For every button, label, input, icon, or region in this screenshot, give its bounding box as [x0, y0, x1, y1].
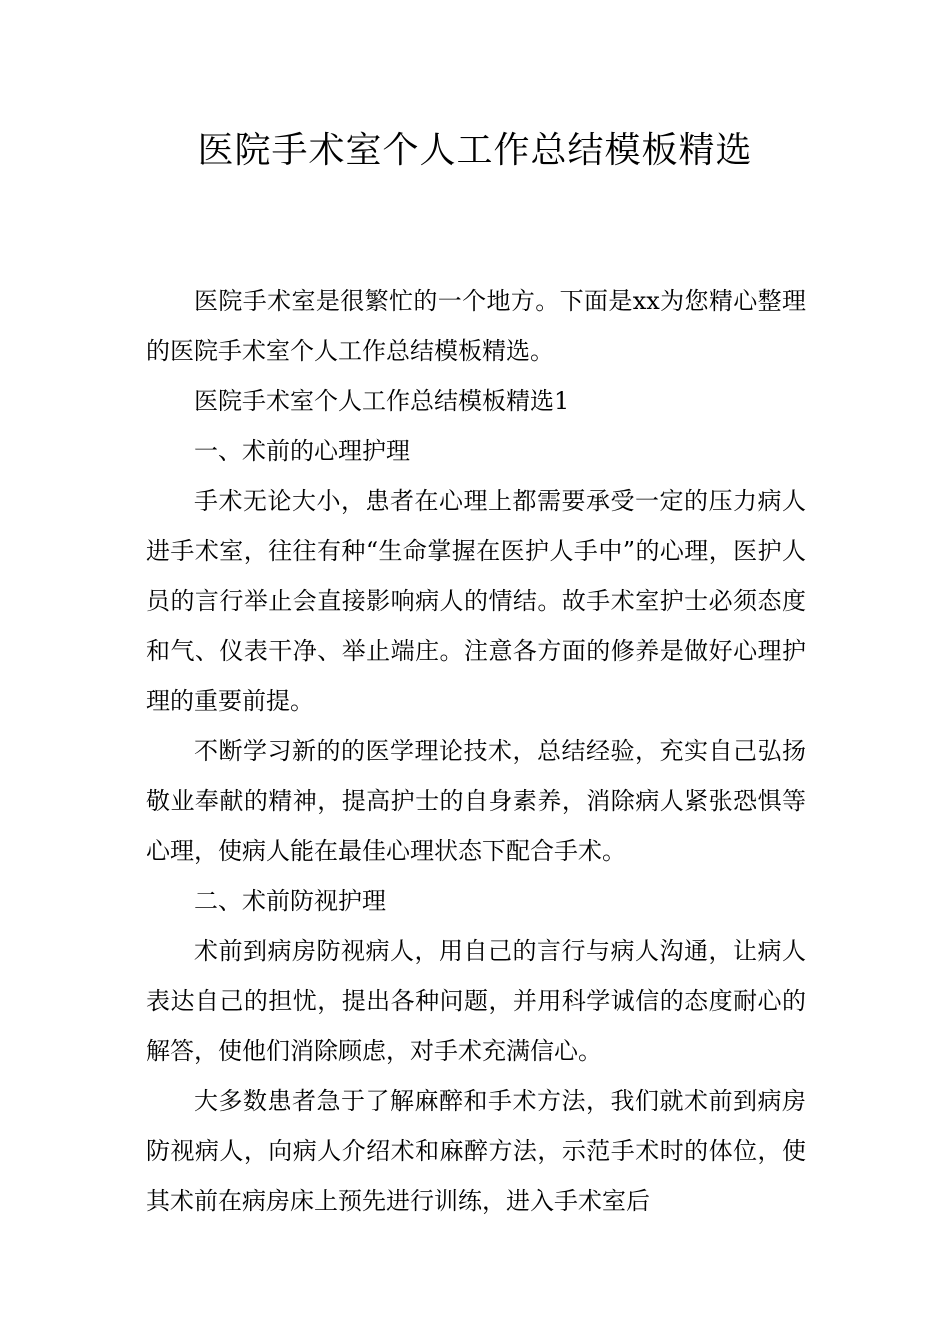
body-paragraph: 大多数患者急于了解麻醉和手术方法，我们就术前到病房防视病人，向病人介绍术和麻醉方法，示范手术时的体位，使其术前在病房床上预先进行训练，进入手术室后	[146, 1087, 806, 1215]
document-body	[146, 276, 806, 1226]
document-title: 医院手术室个人工作总结模板精选	[197, 130, 753, 171]
body-paragraph: 术前到病房防视病人，用自己的言行与病人沟通，让病人表达自己的担忧，提出各种问题，并用科学诚信的态度耐心的解答，使他们消除顾虑，对手术充满信心。	[146, 937, 806, 1065]
body-paragraph: 不断学习新的的医学理论技术，总结经验，充实自己弘扬敬业奉献的精神，提高护士的自身素养，消除病人紧张恐惧等心理，使病人能在最佳心理状态下配合手术。	[146, 737, 806, 865]
intro-paragraph: 医院手术室是很繁忙的一个地方。下面是xx为您精心整理的医院手术室个人工作总结模板精选。	[146, 287, 806, 365]
section-heading-preoperative-visit: 二、术前防视护理	[194, 887, 386, 915]
body-paragraph: 手术无论大小，患者在心理上都需要承受一定的压力病人进手术室，往往有种“生命掌握在医护人手中”的心理，医护人员的言行举止会直接影响病人的情结。故手术室护士必须态度和气、仪表干净、举止端庄。注意各方面的修养是做好心理护理的重要前提。	[146, 487, 806, 715]
section-heading-psychological-care: 一、术前的心理护理	[194, 437, 410, 465]
section-heading-template-1: 医院手术室个人工作总结模板精选1	[194, 387, 570, 415]
